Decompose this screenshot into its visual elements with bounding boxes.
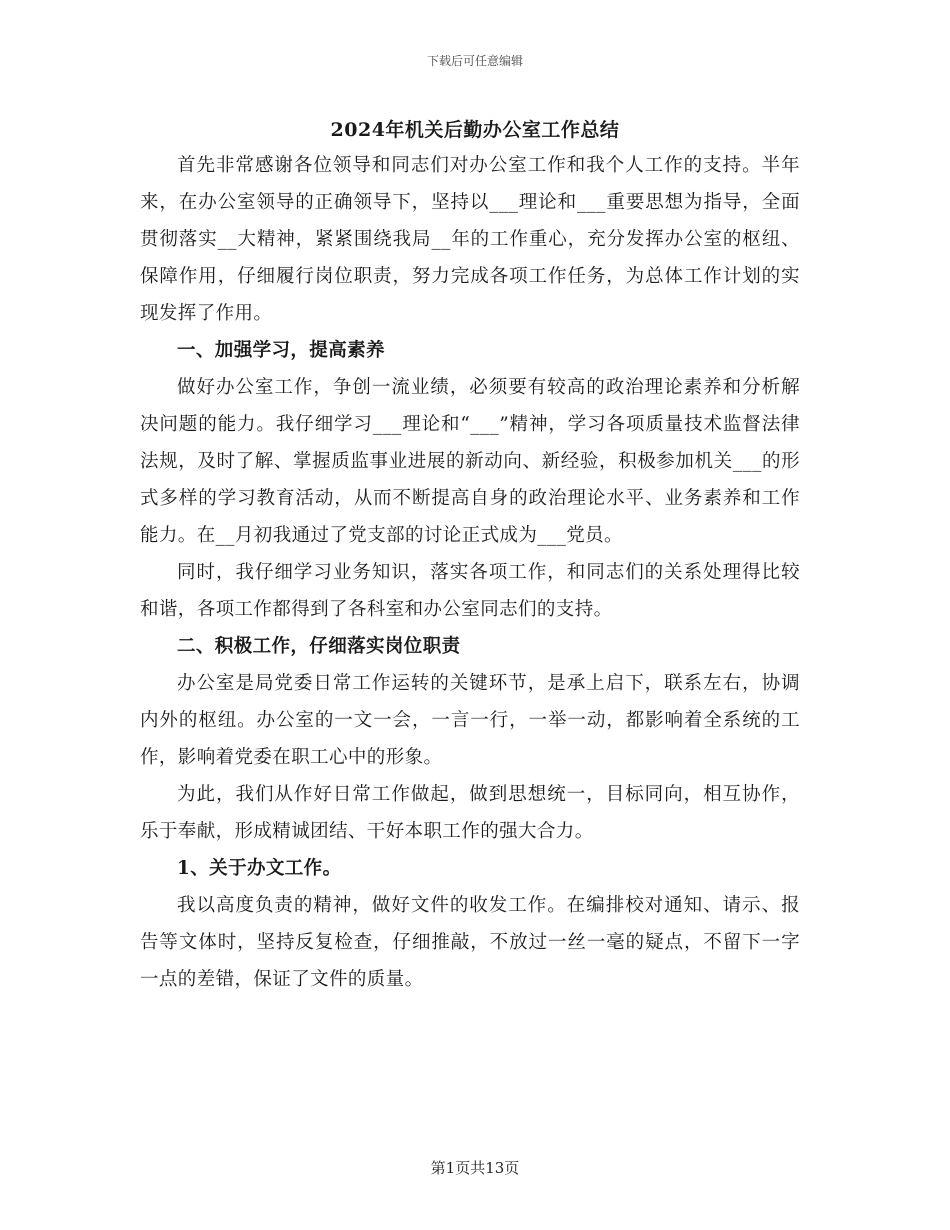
- paragraph-teamwork: 为此，我们从作好日常工作做起，做到思想统一，目标同向，相互协作，乐于奉献，形成精诚团结、干好本职工作的强大合力。: [140, 784, 800, 842]
- paragraph-colleagues: 同时，我仔细学习业务知识，落实各项工作，和同志们的关系处理得比较和谐，各项工作都得到了各科室和办公室同志们的支持。: [140, 562, 800, 620]
- subsection-heading-1: 1、关于办文工作。: [177, 858, 342, 879]
- section-heading-1: 一、加强学习，提高素养: [177, 340, 385, 361]
- paragraph-study: 做好办公室工作，争创一流业绩，必须要有较高的政治理论素养和分析解决问题的能力。我仔细学习___理论和“___”精神，学习各项质量技术监督法律法规，及时了解、掌握质监事业进展的新动向、新经验，积极参加机关___的形式多样的学习教育活动，从而不断提高自身的政治理论水平、业务素养和工作能力。在__月初我通过了党支部的讨论正式成为___党员。: [140, 377, 800, 546]
- paragraph-document-work: 我以高度负责的精神，做好文件的收发工作。在编排校对通知、请示、报告等文体时，坚持反复检查，仔细推敲，不放过一丝一毫的疑点，不留下一字一点的差错，保证了文件的质量。: [140, 895, 800, 990]
- paragraph-intro: 首先非常感谢各位领导和同志们对办公室工作和我个人工作的支持。半年来，在办公室领导的正确领导下，坚持以___理论和___重要思想为指导，全面贯彻落实__大精神，紧紧围绕我局__年的工作重心，充分发挥办公室的枢纽、保障作用，仔细履行岗位职责，努力完成各项工作任务，为总体工作计划的实现发挥了作用。: [140, 155, 800, 324]
- header-note: 下载后可任意编辑: [426, 54, 523, 68]
- document-title: 2024年机关后勤办公室工作总结: [330, 119, 620, 141]
- document-body: [140, 147, 800, 998]
- section-heading-2: 二、积极工作，仔细落实岗位职责: [177, 636, 461, 657]
- page-footer: 第1页共13页: [430, 1159, 520, 1177]
- paragraph-office-role: 办公室是局党委日常工作运转的关键环节，是承上启下，联系左右，协调内外的枢纽。办公室的一文一会，一言一行，一举一动，都影响着全系统的工作，影响着党委在职工心中的形象。: [140, 673, 800, 768]
